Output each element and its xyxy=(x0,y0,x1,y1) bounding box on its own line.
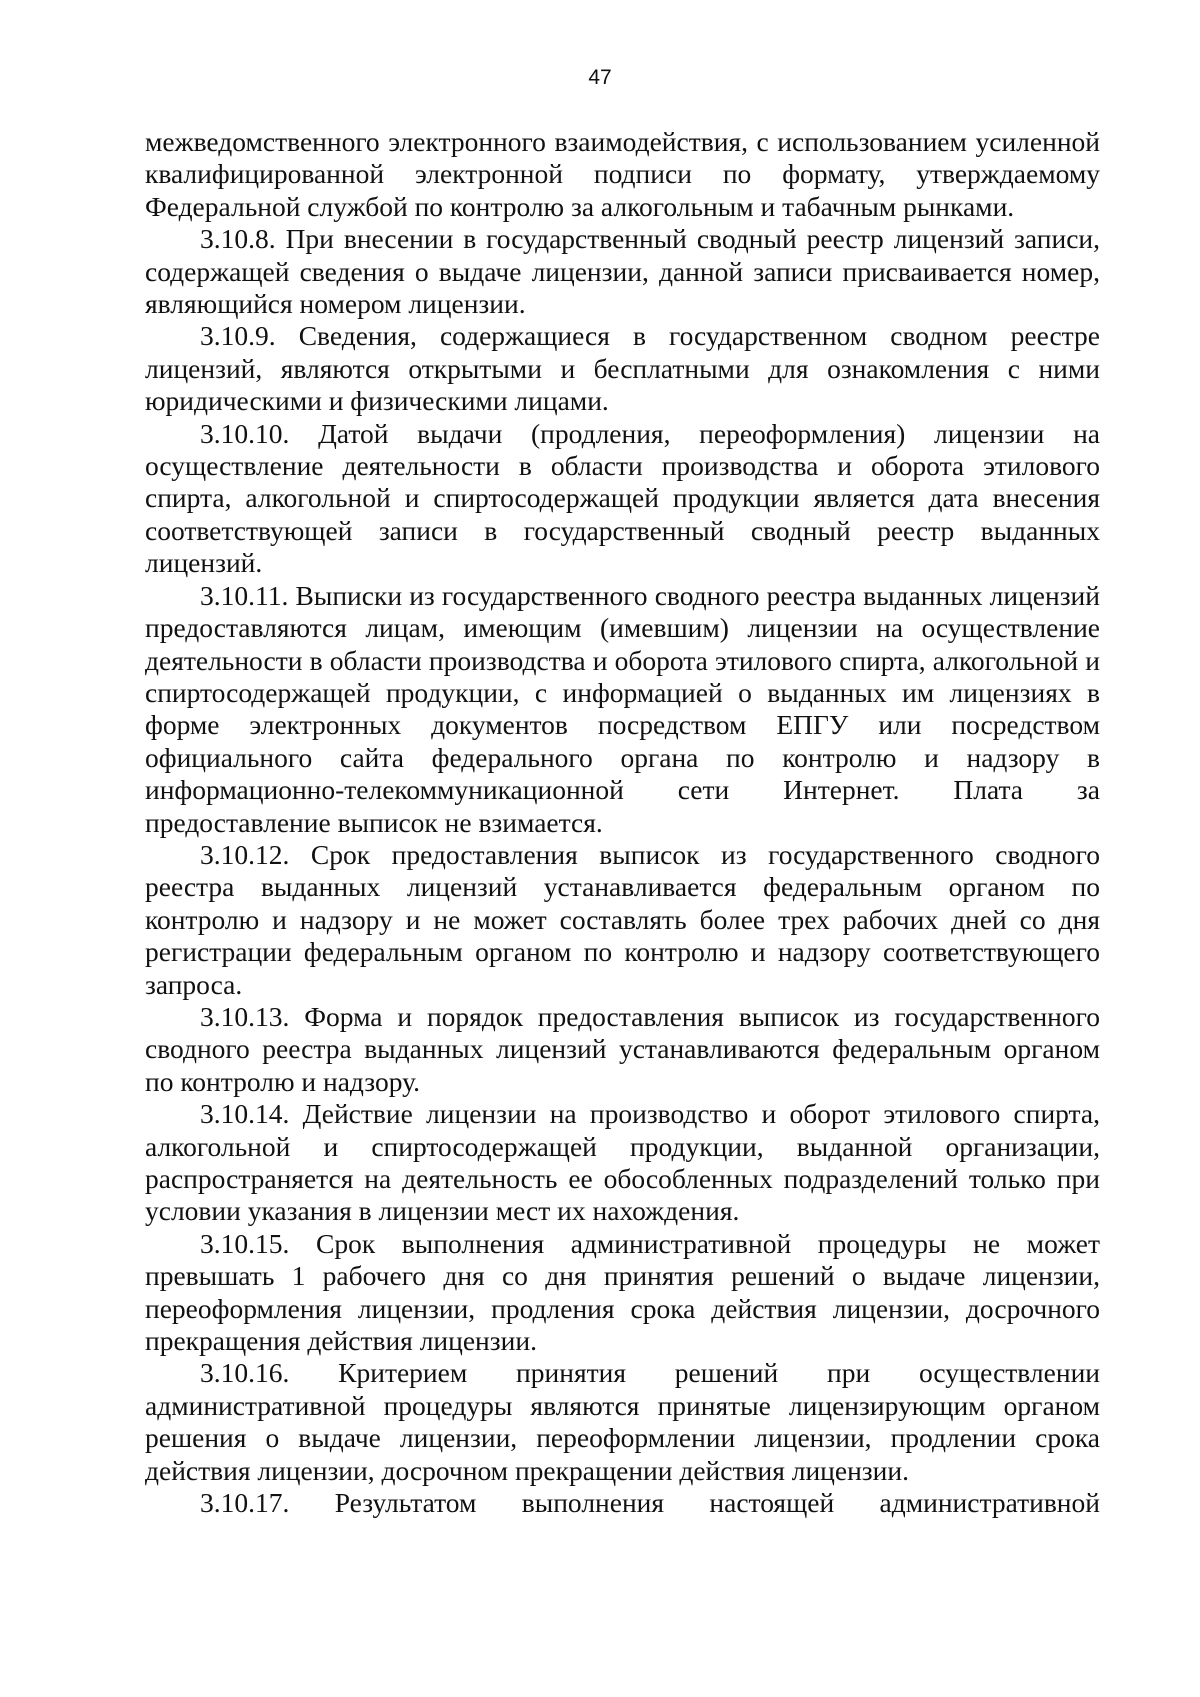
paragraph-3-10-16: 3.10.16. Критерием принятия решений при осуществлении административной процедуры являются принятые лицензирующим органом решения о выдаче лицензии, переоформлении лицензии, продлении срока действия лицензии, досрочном прекращении действия лицензии. xyxy=(145,1357,1100,1486)
paragraph-3-10-8: 3.10.8. При внесении в государственный сводный реестр лицензий записи, содержащей сведения о выдаче лицензии, данной записи присваивается номер, являющийся номером лицензии. xyxy=(145,223,1100,320)
paragraph-3-10-11: 3.10.11. Выписки из государственного сводного реестра выданных лицензий предоставляются лицам, имеющим (имевшим) лицензии на осуществление деятельности в области производства и оборота этилового спирта, алкогольной и спиртосодержащей продукции, с информацией о выданных им лицензиях в форме электронных документов посредством ЕПГУ или посредством официального сайта федерального органа по контролю и надзору в информационно-телекоммуникационной сети Интернет. Плата за предоставление выписок не взимается. xyxy=(145,579,1100,838)
paragraph-3-10-12: 3.10.12. Срок предоставления выписок из государственного сводного реестра выданных лицензий устанавливается федеральным органом по контролю и надзору и не может составлять более трех рабочих дней со дня регистрации федеральным органом по контролю и надзору соответствующего запроса. xyxy=(145,838,1100,1000)
paragraph-3-10-13: 3.10.13. Форма и порядок предоставления выписок из государственного сводного реестра выданных лицензий устанавливаются федеральным органом по контролю и надзору. xyxy=(145,1000,1100,1097)
paragraph-3-10-17: 3.10.17. Результатом выполнения настоящей административной xyxy=(200,1487,1100,1519)
paragraph-3-10-15: 3.10.15. Срок выполнения административной процедуры не может превышать 1 рабочего дня со дня принятия решений о выдаче лицензии, переоформления лицензии, продления срока действия лицензии, досрочного прекращения действия лицензии. xyxy=(145,1227,1100,1357)
paragraph-3-10-10: 3.10.10. Датой выдачи (продления, переоформления) лицензии на осуществление деятельности в области производства и оборота этилового спирта, алкогольной и спиртосодержащей продукции является дата внесения соответствующей записи в государственный сводный реестр выданных лицензий. xyxy=(145,417,1100,579)
document-body xyxy=(145,126,1100,1519)
paragraph-3-10-14: 3.10.14. Действие лицензии на производство и оборот этилового спирта, алкогольной и спиртосодержащей продукции, выданной организации, распространяется на деятельность ее обособленных подразделений только при условии указания в лицензии мест их нахождения. xyxy=(145,1098,1100,1227)
paragraph-3-10-9: 3.10.9. Сведения, содержащиеся в государственном сводном реестре лицензий, являются открытыми и бесплатными для ознакомления с ними юридическими и физическими лицами. xyxy=(145,320,1100,417)
paragraph-continuation: межведомственного электронного взаимодействия, с использованием усиленной квалифицированной электронной подписи по формату, утверждаемому Федеральной службой по контролю за алкогольным и табачным рынками. xyxy=(145,126,1100,222)
page-number: 47 xyxy=(588,66,612,89)
